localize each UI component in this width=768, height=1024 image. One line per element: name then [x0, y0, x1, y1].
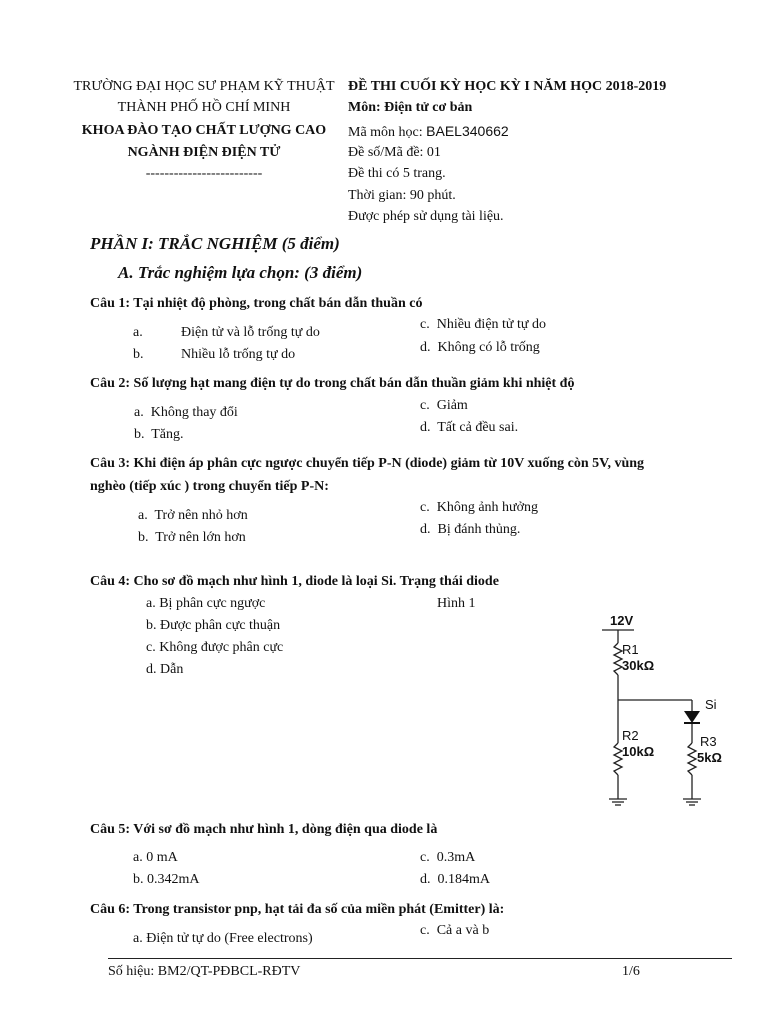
r1-resistor — [614, 643, 622, 675]
r3-value: 5kΩ — [697, 750, 722, 765]
circuit-diagram — [590, 605, 740, 810]
q1-option-b-text: Nhiều lỗ trống tự do — [181, 347, 296, 362]
q1-option-a-text: Điện tử và lỗ trống tự do — [181, 325, 320, 340]
faculty-name: KHOA ĐÀO TẠO CHẤT LƯỢNG CAO — [81, 123, 327, 138]
part1-heading: PHẦN I: TRẮC NGHIỆM (5 điểm) — [90, 234, 340, 253]
figure-1-caption: Hình 1 — [437, 596, 476, 611]
question-4: Câu 4: Cho sơ đồ mạch như hình 1, diode là loại Si. Trạng thái diode — [90, 574, 499, 589]
q3-option-d: d. Bị đánh thủng. — [420, 522, 521, 537]
r1-name: R1 — [622, 642, 639, 657]
q1-option-d: d. Không có lỗ trống — [420, 340, 540, 355]
question-6: Câu 6: Trong transistor pnp, hạt tải đa số của miền phát (Emitter) là: — [90, 902, 505, 917]
question-5: Câu 5: Với sơ đồ mạch như hình 1, dòng điện qua diode là — [90, 822, 438, 837]
q4-option-b: b. Được phân cực thuận — [146, 618, 281, 633]
q1-option-a: a. — [133, 325, 143, 340]
school-name: TRƯỜNG ĐẠI HỌC SƯ PHẠM KỸ THUẬT — [73, 79, 335, 94]
major-name: NGÀNH ĐIỆN ĐIỆN TỬ — [127, 145, 281, 160]
q2-option-a: a. Không thay đổi — [134, 405, 238, 420]
exam-number: Đề số/Mã đề: 01 — [348, 145, 441, 160]
exam-title: ĐỀ THI CUỐI KỲ HỌC KỲ I NĂM HỌC 2018-2019 — [348, 79, 667, 94]
q5-option-c: c. 0.3mA — [420, 850, 476, 865]
q2-option-b: b. Tăng. — [134, 427, 184, 442]
q6-option-a: a. Điện tử tự do (Free electrons) — [133, 931, 313, 946]
question-2: Câu 2: Số lượng hạt mang điện tự do trong chất bán dẫn thuần giảm khi nhiệt độ — [90, 376, 575, 391]
course-code-value: BAEL340662 — [426, 123, 509, 139]
q6-option-c: c. Cả a và b — [420, 923, 490, 938]
footer-rule — [108, 958, 732, 959]
r2-name: R2 — [622, 728, 639, 743]
question-3-line1: Câu 3: Khi điện áp phân cực ngược chuyển tiếp P-N (diode) giảm từ 10V xuống còn 5V, vùng — [90, 456, 645, 471]
r3-resistor — [688, 743, 696, 775]
footer-page-number: 1/6 — [622, 964, 640, 979]
q4-option-c: c. Không được phân cực — [146, 640, 284, 655]
r2-resistor — [614, 743, 622, 775]
exam-time: Thời gian: 90 phút. — [348, 188, 456, 203]
q3-option-a: a. Trở nên nhỏ hơn — [138, 508, 248, 523]
r2-value: 10kΩ — [622, 744, 655, 759]
course-code — [348, 121, 509, 143]
q5-option-b: b. 0.342mA — [133, 872, 200, 887]
q4-option-d: d. Dẫn — [146, 662, 184, 677]
exam-docs-allowed: Được phép sử dụng tài liệu. — [348, 209, 504, 224]
q4-option-a: a. Bị phân cực ngược — [146, 596, 266, 611]
q3-option-b: b. Trở nên lớn hơn — [138, 530, 246, 545]
footer-code: Số hiệu: BM2/QT-PĐBCL-RĐTV — [108, 964, 301, 979]
question-1: Câu 1: Tại nhiệt độ phòng, trong chất bán dẫn thuần có — [90, 296, 423, 311]
question-3-line2: nghèo (tiếp xúc ) trong chuyển tiếp P-N: — [90, 479, 329, 494]
city-name: THÀNH PHỐ HỒ CHÍ MINH — [117, 100, 291, 115]
course-code-label: Mã môn học: — [348, 125, 423, 140]
q1-option-b: b. — [133, 347, 144, 362]
q2-option-d: d. Tất cả đều sai. — [420, 420, 519, 435]
diode-label: Si — [705, 697, 717, 712]
exam-pages: Đề thi có 5 trang. — [348, 166, 446, 181]
supply-label: 12V — [610, 613, 634, 628]
q5-option-a: a. 0 mA — [133, 850, 178, 865]
q2-option-c: c. Giảm — [420, 398, 468, 413]
diode-symbol — [684, 711, 700, 723]
exam-subject: Môn: Điện tử cơ bản — [348, 100, 473, 115]
q5-option-d: d. 0.184mA — [420, 872, 490, 887]
q1-option-c: c. Nhiều điện tử tự do — [420, 317, 546, 332]
r3-name: R3 — [700, 734, 717, 749]
section-a-heading: A. Trắc nghiệm lựa chọn: (3 điểm) — [118, 263, 363, 282]
q3-option-c: c. Không ảnh hưởng — [420, 500, 539, 515]
header-divider: ------------------------- — [145, 166, 263, 181]
r1-value: 30kΩ — [622, 658, 655, 673]
